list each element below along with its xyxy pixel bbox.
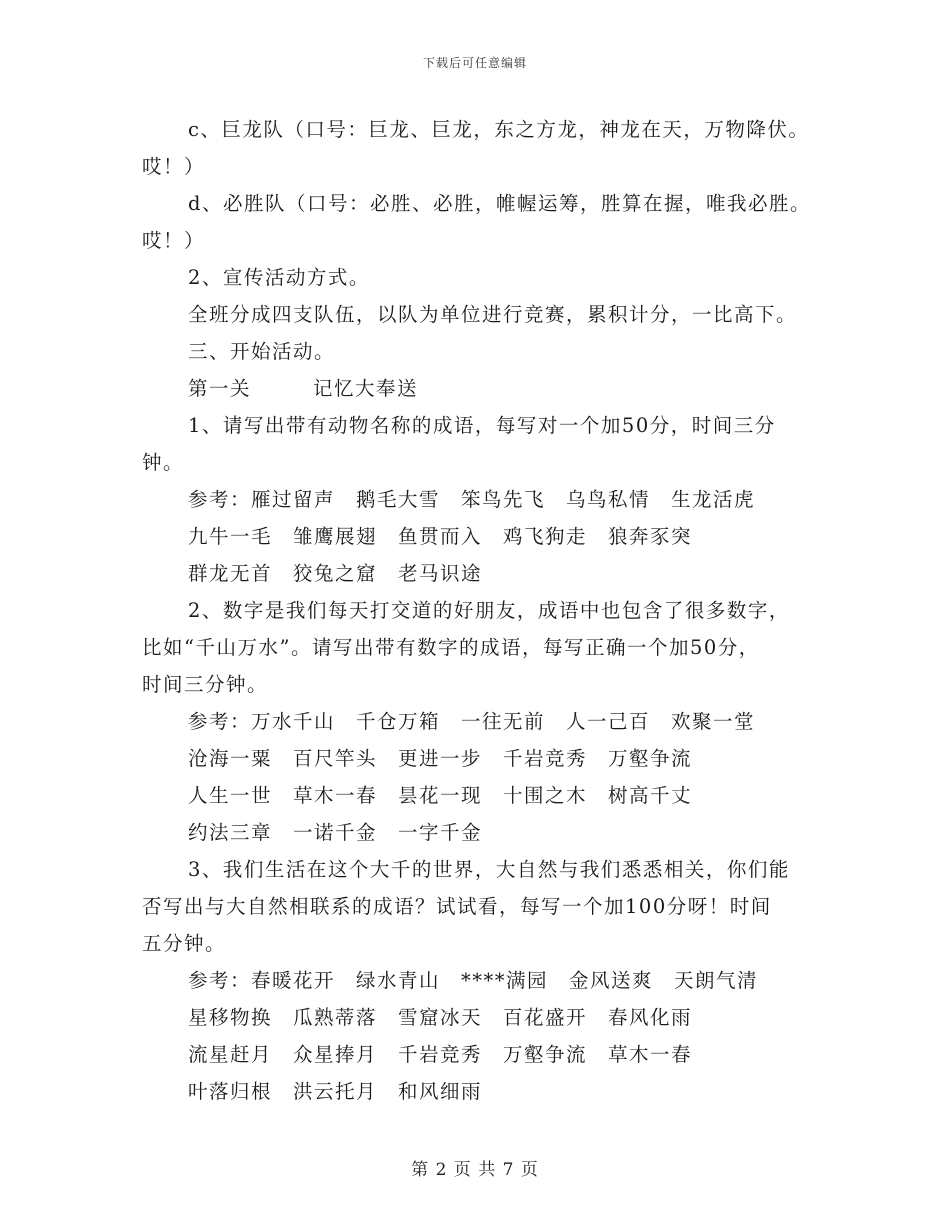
reference-line: 沧海一粟 百尺竿头 更进一步 千岩竞秀 万壑争流 bbox=[188, 747, 693, 770]
level-label: 第一关 bbox=[188, 377, 252, 400]
page-footer: 第 2 页 共 7 页 bbox=[411, 1160, 539, 1180]
text-line: d、必胜队（口号：必胜、必胜，帷幄运筹，胜算在握，唯我必胜。 bbox=[188, 192, 811, 215]
reference-line: 人生一世 草木一春 昙花一现 十围之木 树高千丈 bbox=[188, 784, 693, 807]
reference-line: 叶落归根 洪云托月 和风细雨 bbox=[188, 1080, 483, 1103]
text-line: c、巨龙队（口号：巨龙、巨龙，东之方龙，神龙在天，万物降伏。 bbox=[188, 118, 810, 141]
text-line: 哎！） bbox=[142, 155, 206, 178]
document-body bbox=[142, 111, 822, 1110]
reference-line: 参考：万水千山 千仓万箱 一往无前 人一己百 欢聚一堂 bbox=[188, 710, 756, 733]
text-line: 3、我们生活在这个大千的世界，大自然与我们悉悉相关，你们能 bbox=[188, 858, 790, 881]
text-line: 否写出与大自然相联系的成语？试试看，每写一个加100分呀！时间 bbox=[142, 895, 772, 918]
reference-line: 星移物换 瓜熟蒂落 雪窟冰天 百花盛开 春风化雨 bbox=[188, 1006, 693, 1029]
text-line: 比如“千山万水”。请写出带有数字的成语，每写正确一个加50分， bbox=[142, 636, 760, 659]
reference-line: 群龙无首 狡兔之窟 老马识途 bbox=[188, 562, 483, 585]
text-line: 2、宣传活动方式。 bbox=[188, 266, 370, 289]
text-line: 全班分成四支队伍，以队为单位进行竞赛，累积计分，一比高下。 bbox=[188, 303, 798, 326]
page-header: 下载后可任意编辑 bbox=[422, 56, 527, 70]
text-line: 钟。 bbox=[142, 451, 185, 474]
reference-line: 约法三章 一诺千金 一字千金 bbox=[188, 821, 483, 844]
level-title bbox=[142, 370, 822, 407]
section-heading: 三、开始活动。 bbox=[188, 340, 336, 363]
reference-line: 九牛一毛 雏鹰展翅 鱼贯而入 鸡飞狗走 狼奔豕突 bbox=[188, 525, 693, 548]
reference-line: 流星赶月 众星捧月 千岩竞秀 万壑争流 草木一春 bbox=[188, 1043, 693, 1066]
text-line: 哎！） bbox=[142, 229, 206, 252]
reference-line: 参考：春暖花开 绿水青山 ****满园 金风送爽 天朗气清 bbox=[188, 969, 759, 992]
reference-line: 参考：雁过留声 鹅毛大雪 笨鸟先飞 乌鸟私情 生龙活虎 bbox=[188, 488, 756, 511]
level-name: 记忆大奉送 bbox=[313, 377, 419, 400]
text-line: 2、数字是我们每天打交道的好朋友，成语中也包含了很多数字， bbox=[188, 599, 790, 622]
text-line: 五分钟。 bbox=[142, 932, 227, 955]
text-line: 1、请写出带有动物名称的成语，每写对一个加50分，时间三分 bbox=[188, 414, 776, 437]
text-line: 时间三分钟。 bbox=[142, 673, 269, 696]
